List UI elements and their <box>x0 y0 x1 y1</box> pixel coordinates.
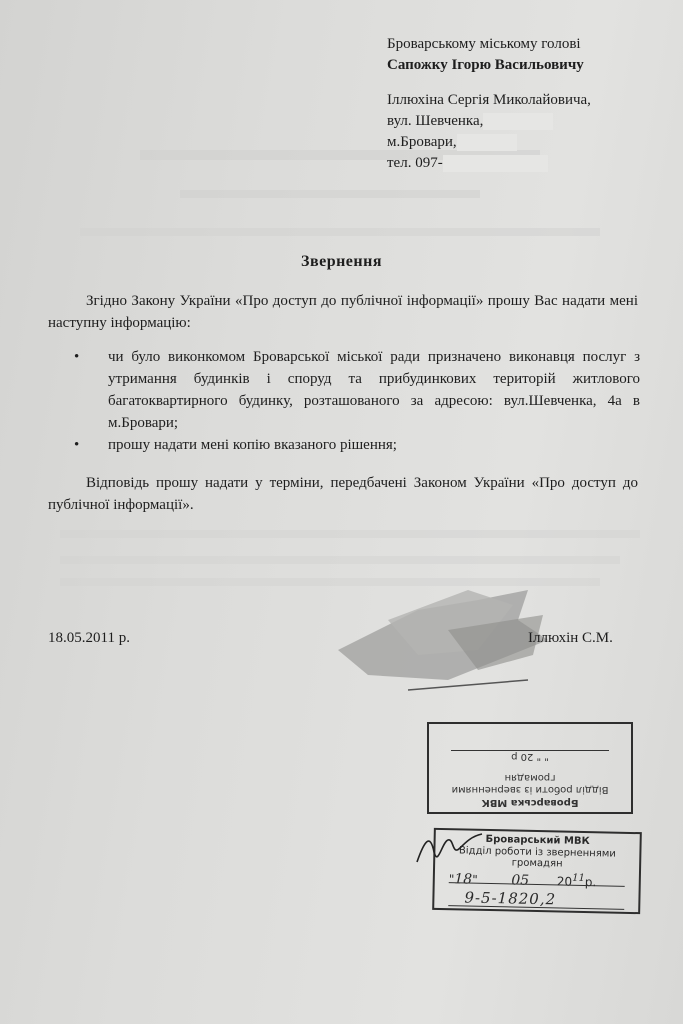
redaction-box <box>457 134 517 151</box>
recipient-title: Броварському міському голові <box>387 36 581 52</box>
stamp-day: 18 <box>454 871 473 888</box>
stamp-line: громадян <box>511 857 563 870</box>
stamp-reg-number: 9-5-1820,2 <box>464 888 557 909</box>
request-list <box>72 346 640 456</box>
list-item-text: чи було виконкомом Броварської міської ради призначено виконавця послуг з утримання будинків і споруд та прибудинкових територій житлового багатоквартирного будинку, розташованого за адресою: вул.Шевченка, 4а в м.Бровари; <box>108 349 640 431</box>
list-item <box>72 346 640 434</box>
stamp-line: Броварський МВК <box>485 833 590 848</box>
bleed-through-mark <box>80 228 600 236</box>
sender-city: м.Бровари, <box>387 134 457 150</box>
sender-street: вул. Шевченка, <box>387 113 484 129</box>
intro-paragraph: Згідно Закону України «Про доступ до публічної інформації» прошу Вас надати мені наступну інформацію: <box>48 293 638 331</box>
bleed-through-mark <box>60 530 640 538</box>
stamp-month: 05 <box>511 872 530 889</box>
bleed-through-mark <box>60 556 620 564</box>
stamp-date-line: " " 20 р <box>451 750 609 762</box>
address-block <box>387 34 591 174</box>
stamp-line: Відділ роботи із зверненнями <box>451 784 609 795</box>
redaction-box <box>483 113 553 130</box>
stamp-year-tail: р. <box>584 875 597 890</box>
recipient-name: Сапожку Ігорю Васильовичу <box>387 57 584 73</box>
bullet-icon: • <box>74 349 80 365</box>
sender-name: Іллюхіна Сергія Миколайовича, <box>387 92 591 108</box>
stamp-line: Броварська МВК <box>481 797 579 808</box>
stamp-line: громадян <box>504 772 556 783</box>
redaction-box <box>443 155 548 172</box>
sender-city-line <box>387 132 591 153</box>
sender-phone-line <box>387 153 591 174</box>
bullet-icon: • <box>74 437 80 453</box>
signature-redaction <box>328 580 558 695</box>
document-date: 18.05.2011 р. <box>48 630 130 646</box>
list-item <box>72 434 640 456</box>
bleed-through-mark <box>180 190 480 198</box>
registration-stamp-inverted <box>427 722 633 814</box>
document-title: Звернення <box>301 253 382 270</box>
stamp-year-prefix: 20 <box>556 874 573 889</box>
handwritten-initials <box>412 822 492 872</box>
stamp-line: Відділ роботи із зверненнями <box>458 845 616 860</box>
closing-paragraph: Відповідь прошу надати у терміни, передбачені Законом України «Про доступ до публічної інформації». <box>48 475 638 513</box>
sender-street-line <box>387 111 591 132</box>
sender-phone: тел. 097- <box>387 155 443 171</box>
signer-name: Іллюхін С.М. <box>528 630 613 646</box>
list-item-text: прошу надати мені копію вказаного рішення; <box>108 437 397 453</box>
stamp-year-suffix: 11 <box>572 872 585 885</box>
stamp-date: "18" 05 $20^{11}р$. <box>448 871 597 890</box>
spacer <box>387 76 591 90</box>
